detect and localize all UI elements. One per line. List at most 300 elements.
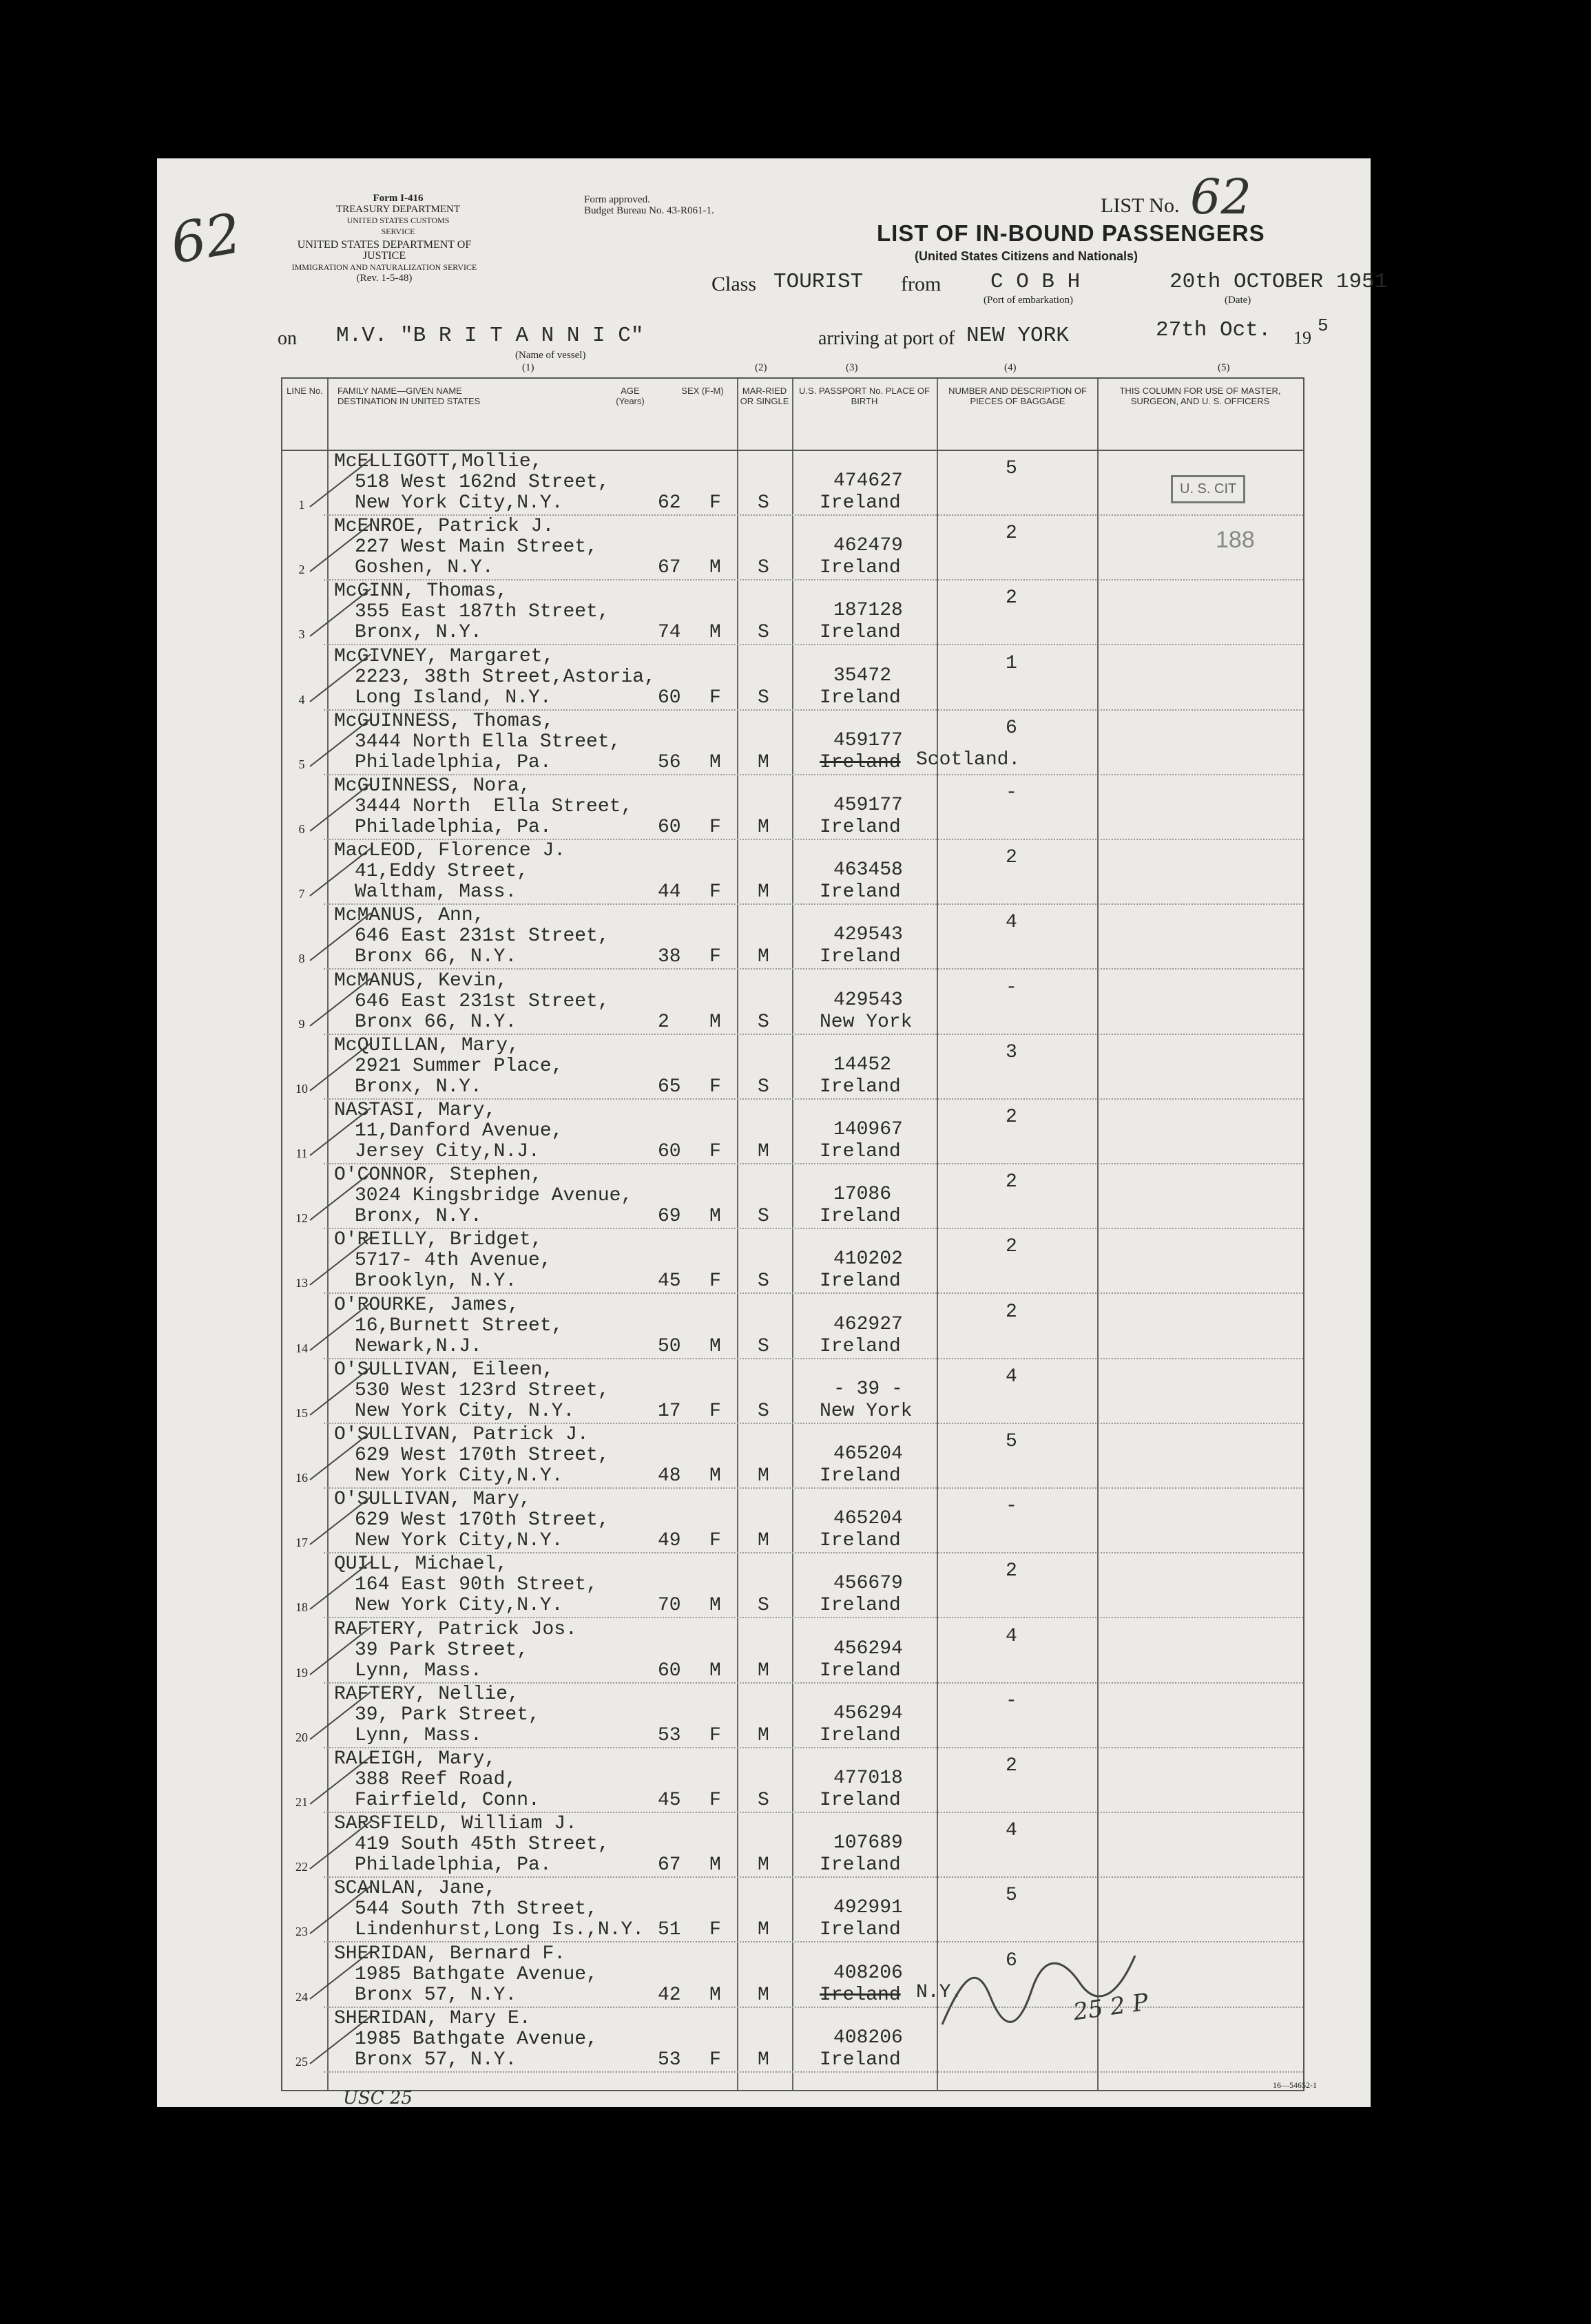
- place-of-birth: Ireland: [820, 1854, 901, 1876]
- marital-status: M: [758, 1465, 769, 1487]
- city-state: Newark,N.J.: [355, 1335, 482, 1357]
- age: 67: [658, 557, 681, 579]
- street-address: 518 West 162nd Street,: [355, 472, 610, 493]
- passenger-name: O'SULLIVAN, Patrick J.: [334, 1424, 589, 1445]
- col-header-baggage: NUMBER AND DESCRIPTION OF PIECES OF BAGGAGE: [948, 386, 1087, 406]
- city-state: Philadelphia, Pa.: [355, 751, 552, 773]
- city-state: New York City,N.Y.: [355, 492, 563, 514]
- sex: F: [709, 1724, 721, 1746]
- street-address: 1985 Bathgate Avenue,: [355, 2028, 598, 2050]
- age: 53: [658, 1724, 681, 1746]
- passport-number: 462479: [833, 535, 903, 557]
- col-header-married: MAR-RIED OR SINGLE: [740, 386, 789, 406]
- passport-number: 465204: [833, 1508, 903, 1530]
- marital-status: S: [758, 1206, 769, 1228]
- passenger-name: McELLIGOTT,Mollie,: [334, 451, 543, 472]
- place-of-birth: Ireland: [820, 1724, 901, 1746]
- place-of-birth: Ireland: [820, 1206, 901, 1228]
- street-address: 530 West 123rd Street,: [355, 1379, 610, 1401]
- line-number: 16: [295, 1471, 308, 1485]
- age: 60: [658, 1141, 681, 1162]
- col-header-passport: U.S. PASSPORT No. PLACE OF BIRTH: [798, 386, 930, 406]
- baggage-count: 5: [1006, 1885, 1017, 1907]
- sex: F: [709, 2049, 721, 2071]
- passenger-name: SCANLAN, Jane,: [334, 1878, 497, 1900]
- city-state: Bronx, N.Y.: [355, 1206, 482, 1228]
- passenger-table: [281, 377, 1304, 2091]
- passenger-name: McGUINNESS, Nora,: [334, 775, 531, 797]
- sex: M: [709, 751, 721, 773]
- line-number: 11: [295, 1147, 308, 1160]
- place-of-birth: Ireland: [820, 492, 901, 514]
- line-number: 18: [295, 1600, 308, 1615]
- table-row: [282, 775, 1303, 840]
- passenger-name: McQUILLAN, Mary,: [334, 1034, 519, 1056]
- age: 50: [658, 1335, 681, 1357]
- passport-number: 465204: [833, 1443, 903, 1465]
- street-address: 646 East 231st Street,: [355, 990, 610, 1012]
- passenger-name: RAFTERY, Patrick Jos.: [334, 1618, 577, 1640]
- passport-number: 456294: [833, 1637, 903, 1660]
- passenger-name: O'SULLIVAN, Eileen,: [334, 1359, 554, 1381]
- line-number: 22: [295, 1860, 308, 1874]
- city-state: Philadelphia, Pa.: [355, 1854, 552, 1876]
- marital-status: M: [758, 751, 769, 773]
- age: 45: [658, 1790, 681, 1811]
- passport-number: 456294: [833, 1702, 903, 1724]
- city-state: Bronx 66, N.Y.: [355, 1011, 517, 1033]
- line-number: 15: [295, 1405, 308, 1420]
- passport-number: 477018: [833, 1768, 903, 1789]
- place-of-birth: Ireland: [820, 1141, 901, 1162]
- place-of-birth-correction: N.Y.: [916, 1981, 963, 2003]
- sex: F: [709, 687, 721, 709]
- arrival-year-prefix: 19: [1293, 328, 1311, 348]
- street-address: 39 Park Street,: [355, 1639, 529, 1661]
- line-number: 25: [295, 2054, 308, 2069]
- list-no-value: 62: [1190, 169, 1252, 225]
- treasury-label: TREASURY DEPARTMENT: [335, 204, 461, 215]
- sex: M: [709, 1595, 721, 1617]
- city-state: New York City, N.Y.: [355, 1400, 575, 1422]
- street-address: 3444 North Ella Street,: [355, 731, 621, 753]
- baggage-count: 2: [1006, 1301, 1017, 1323]
- baggage-count: 2: [1006, 1107, 1017, 1128]
- place-of-birth: Ireland: [820, 622, 901, 644]
- line-number: 13: [295, 1276, 308, 1290]
- place-of-birth: Ireland: [820, 2049, 901, 2071]
- street-address: 1985 Bathgate Avenue,: [355, 1963, 598, 1985]
- age: 60: [658, 1660, 681, 1682]
- approval-line: Form approved.: [584, 194, 650, 205]
- passenger-name: NASTASI, Mary,: [334, 1100, 497, 1121]
- line-number: 14: [295, 1341, 308, 1355]
- baggage-count: 2: [1006, 587, 1017, 609]
- col-header-officers: THIS COLUMN FOR USE OF MASTER, SURGEON, AND U. S. OFFICERS: [1119, 386, 1281, 406]
- baggage-count: 2: [1006, 1755, 1017, 1777]
- place-of-birth: Ireland: [820, 946, 901, 968]
- class-label: Class: [711, 273, 757, 295]
- table-row: [282, 711, 1303, 775]
- place-of-birth: New York: [820, 1400, 913, 1422]
- col-header-name: FAMILY NAME—GIVEN NAME DESTINATION IN UNITED STATES: [337, 386, 481, 406]
- sex: M: [709, 1206, 721, 1228]
- customs-label: UNITED STATES CUSTOMS SERVICE: [346, 216, 450, 236]
- col-header-sex: SEX (F-M): [681, 386, 724, 396]
- line-number: 5: [298, 757, 305, 771]
- col-number-3: (3): [846, 362, 858, 373]
- age: 53: [658, 2049, 681, 2071]
- street-address: 629 West 170th Street,: [355, 1445, 610, 1466]
- sex: M: [709, 1335, 721, 1357]
- street-address: 11,Danford Avenue,: [355, 1120, 563, 1142]
- passenger-name: QUILL, Michael,: [334, 1553, 508, 1575]
- marital-status: S: [758, 1595, 769, 1617]
- arrival-date: 27th Oct.: [1156, 318, 1271, 342]
- margin-list-number: 62: [165, 200, 247, 277]
- baggage-count: 3: [1006, 1041, 1017, 1063]
- table-row: [282, 1100, 1303, 1164]
- sex: F: [709, 1790, 721, 1811]
- budget-line: Budget Bureau No. 43-R061-1.: [584, 205, 714, 216]
- marital-status: M: [758, 817, 769, 838]
- city-state: Bronx 57, N.Y.: [355, 1984, 517, 2006]
- sex: F: [709, 817, 721, 838]
- table-row: [282, 1619, 1303, 1684]
- passport-number: 408206: [833, 2027, 903, 2049]
- departure-date: 20th OCTOBER 1951: [1169, 270, 1388, 294]
- sex: F: [709, 1530, 721, 1552]
- street-address: 629 West 170th Street,: [355, 1509, 610, 1531]
- passport-number: 140967: [833, 1119, 903, 1140]
- age: 44: [658, 881, 681, 903]
- city-state: Bronx 57, N.Y.: [355, 2049, 517, 2071]
- passport-number: 462927: [833, 1313, 903, 1335]
- city-state: Bronx, N.Y.: [355, 1076, 482, 1098]
- col-number-5: (5): [1218, 362, 1230, 373]
- passport-number: 35472: [833, 664, 892, 687]
- manifest-sheet: [157, 158, 1388, 2108]
- department-block: [278, 240, 491, 284]
- street-address: 3444 North Ella Street,: [355, 796, 633, 817]
- table-row: [282, 1229, 1303, 1294]
- from-label: from: [901, 273, 942, 295]
- sex: F: [709, 1141, 721, 1162]
- age: 65: [658, 1076, 681, 1098]
- marital-status: S: [758, 1011, 769, 1033]
- signature-note: 25 2 P: [1071, 1988, 1150, 2027]
- col-header-line-no: LINE No.: [287, 386, 323, 396]
- approval-block: [584, 194, 784, 216]
- line-number: 21: [295, 1795, 308, 1809]
- marital-status: M: [758, 881, 769, 903]
- sex: F: [709, 1270, 721, 1292]
- form-number: Form I-416: [373, 193, 424, 204]
- street-address: 16,Burnett Street,: [355, 1315, 563, 1337]
- marital-status: M: [758, 1141, 769, 1162]
- form-id-block: [329, 193, 467, 237]
- street-address: 39, Park Street,: [355, 1704, 540, 1726]
- age: 60: [658, 687, 681, 709]
- age: 60: [658, 817, 681, 838]
- table-row: [282, 2008, 1303, 2073]
- marital-status: S: [758, 1400, 769, 1422]
- sex: F: [709, 881, 721, 903]
- age: 2: [658, 1011, 669, 1033]
- marital-status: S: [758, 1790, 769, 1811]
- baggage-count: -: [1006, 1690, 1017, 1712]
- line-number: 6: [298, 822, 305, 836]
- baggage-count: -: [1006, 1496, 1017, 1518]
- table-row: [282, 1878, 1303, 1943]
- sex: F: [709, 1076, 721, 1098]
- age: 62: [658, 492, 681, 514]
- passenger-name: RALEIGH, Mary,: [334, 1748, 497, 1770]
- city-state: Long Island, N.Y.: [355, 687, 552, 709]
- table-row: [282, 1035, 1303, 1100]
- street-address: 41,Eddy Street,: [355, 861, 529, 883]
- city-state: New York City,N.Y.: [355, 1530, 563, 1552]
- col-header-age: AGE (Years): [616, 386, 645, 406]
- table-row: [282, 516, 1303, 580]
- marital-status: S: [758, 557, 769, 579]
- passenger-name: O'SULLIVAN, Mary,: [334, 1489, 531, 1511]
- street-address: 355 East 187th Street,: [355, 601, 610, 623]
- passenger-name: McMANUS, Ann,: [334, 905, 485, 927]
- city-state: Goshen, N.Y.: [355, 557, 494, 579]
- place-of-birth: Ireland: [820, 1790, 901, 1811]
- place-of-birth: Ireland: [820, 751, 901, 773]
- print-code: 16—54652-1: [1273, 2080, 1317, 2090]
- marital-status: S: [758, 492, 769, 514]
- line-number: 9: [298, 1016, 305, 1031]
- baggage-count: 5: [1006, 1431, 1017, 1452]
- sex: M: [709, 1011, 721, 1033]
- arrival-year-suffix: 5: [1318, 315, 1329, 336]
- marital-status: S: [758, 1335, 769, 1357]
- table-row: [282, 580, 1303, 645]
- port-embarkation: C O B H: [990, 270, 1081, 294]
- marital-status: M: [758, 1984, 769, 2006]
- passenger-name: McENROE, Patrick J.: [334, 516, 554, 538]
- marital-status: M: [758, 1919, 769, 1941]
- age: 48: [658, 1465, 681, 1487]
- place-of-birth: Ireland: [820, 1335, 901, 1357]
- age: 56: [658, 751, 681, 773]
- passport-number: 459177: [833, 795, 903, 816]
- passenger-name: McGIVNEY, Margaret,: [334, 645, 554, 667]
- line-number: 20: [295, 1730, 308, 1744]
- place-of-birth: Ireland: [820, 687, 901, 709]
- street-address: 227 West Main Street,: [355, 536, 598, 558]
- place-of-birth: Ireland: [820, 1076, 901, 1098]
- baggage-count: -: [1006, 782, 1017, 804]
- city-state: Bronx, N.Y.: [355, 622, 482, 644]
- passenger-name: SHERIDAN, Bernard F.: [334, 1943, 566, 1965]
- city-state: Philadelphia, Pa.: [355, 817, 552, 838]
- age: 17: [658, 1400, 681, 1422]
- street-address: 2921 Summer Place,: [355, 1055, 563, 1077]
- passport-number: 456679: [833, 1573, 903, 1595]
- age: 74: [658, 622, 681, 644]
- marital-status: M: [758, 2049, 769, 2071]
- bottom-note: USC 25: [343, 2088, 413, 2108]
- class-value: TOURIST: [773, 270, 864, 294]
- line-number: 1: [298, 498, 305, 512]
- line-number: 12: [295, 1211, 308, 1226]
- place-of-birth: Ireland: [820, 1530, 901, 1552]
- on-label: on: [278, 328, 297, 349]
- passport-number: 17086: [833, 1184, 892, 1206]
- passenger-name: McGUINNESS, Thomas,: [334, 710, 554, 732]
- passenger-name: O'REILLY, Bridget,: [334, 1229, 543, 1251]
- baggage-count: 2: [1006, 1560, 1017, 1582]
- city-state: Waltham, Mass.: [355, 881, 517, 903]
- col-number-2: (2): [755, 362, 767, 373]
- dept-ins: IMMIGRATION AND NATURALIZATION SERVICE: [291, 262, 477, 272]
- line-number: 17: [295, 1536, 308, 1550]
- place-of-birth: Ireland: [820, 1984, 901, 2006]
- table-row: [282, 970, 1303, 1035]
- table-row: [282, 1943, 1303, 2008]
- table-row: [282, 646, 1303, 711]
- sex: F: [709, 946, 721, 968]
- sex: M: [709, 622, 721, 644]
- passenger-name: RAFTERY, Nellie,: [334, 1683, 519, 1705]
- passport-number: 408206: [833, 1962, 903, 1984]
- table-row: [282, 1359, 1303, 1424]
- street-address: 164 East 90th Street,: [355, 1574, 598, 1596]
- table-row: [282, 1684, 1303, 1748]
- vessel-name: M.V. "B R I T A N N I C": [336, 324, 644, 348]
- place-of-birth: Ireland: [820, 881, 901, 903]
- passenger-name: O'CONNOR, Stephen,: [334, 1164, 543, 1186]
- age: 67: [658, 1854, 681, 1876]
- baggage-count: 6: [1006, 717, 1017, 739]
- street-address: 5717- 4th Avenue,: [355, 1250, 552, 1272]
- baggage-count: -: [1006, 976, 1017, 998]
- marital-status: S: [758, 1270, 769, 1292]
- sex: M: [709, 1984, 721, 2006]
- passport-number: 429543: [833, 924, 903, 946]
- table-row: [282, 1295, 1303, 1359]
- city-state: Lynn, Mass.: [355, 1724, 482, 1746]
- line-number: 19: [295, 1665, 308, 1679]
- place-of-birth: Ireland: [820, 817, 901, 838]
- marital-status: M: [758, 1854, 769, 1876]
- count-stamp: 188: [1216, 527, 1255, 553]
- line-number: 7: [298, 887, 305, 901]
- line-number: 24: [295, 1989, 308, 2004]
- line-number: 23: [295, 1925, 308, 1939]
- sex: F: [709, 492, 721, 514]
- dept-justice: UNITED STATES DEPARTMENT OF JUSTICE: [297, 239, 472, 262]
- passenger-name: McGINN, Thomas,: [334, 580, 508, 603]
- passport-number: 429543: [833, 989, 903, 1011]
- baggage-count: 2: [1006, 847, 1017, 869]
- passport-number: 474627: [833, 470, 903, 492]
- sex: M: [709, 557, 721, 579]
- table-row: [282, 1553, 1303, 1618]
- marital-status: S: [758, 1076, 769, 1098]
- city-state: Lynn, Mass.: [355, 1660, 482, 1682]
- baggage-count: 4: [1006, 912, 1017, 934]
- arrival-port: NEW YORK: [966, 324, 1069, 348]
- table-row: [282, 451, 1303, 516]
- port-embarkation-caption: (Port of embarkation): [984, 295, 1073, 306]
- baggage-count: 4: [1006, 1820, 1017, 1842]
- place-of-birth-correction: Scotland.: [916, 749, 1021, 771]
- street-address: 3024 Kingsbridge Avenue,: [355, 1185, 633, 1207]
- street-address: 544 South 7th Street,: [355, 1898, 598, 1920]
- age: 49: [658, 1530, 681, 1552]
- marital-status: M: [758, 1530, 769, 1552]
- age: 69: [658, 1206, 681, 1228]
- city-state: New York City,N.Y.: [355, 1465, 563, 1487]
- marital-status: S: [758, 622, 769, 644]
- baggage-count: 2: [1006, 1171, 1017, 1193]
- line-number: 2: [298, 563, 305, 577]
- place-of-birth: Ireland: [820, 1595, 901, 1617]
- sex: F: [709, 1919, 721, 1941]
- place-of-birth: Ireland: [820, 1660, 901, 1682]
- sex: M: [709, 1660, 721, 1682]
- list-no-label: LIST No.: [1101, 194, 1180, 217]
- passport-number: 187128: [833, 600, 903, 622]
- arriving-label: arriving at port of: [818, 328, 955, 349]
- place-of-birth: Ireland: [820, 1465, 901, 1487]
- col-number-1: (1): [522, 362, 534, 373]
- street-address: 2223, 38th Street,Astoria,: [355, 666, 656, 688]
- line-number: 8: [298, 952, 305, 966]
- table-row: [282, 1748, 1303, 1813]
- document-title: LIST OF IN-BOUND PASSENGERS: [877, 220, 1265, 246]
- passport-number: 492991: [833, 1897, 903, 1919]
- sex: M: [709, 1465, 721, 1487]
- city-state: Lindenhurst,Long Is.,N.Y.: [355, 1919, 645, 1941]
- passport-number: 410202: [833, 1248, 903, 1270]
- passenger-name: SHERIDAN, Mary E.: [334, 2007, 531, 2029]
- col-number-4: (4): [1004, 362, 1017, 373]
- city-state: Brooklyn, N.Y.: [355, 1270, 517, 1292]
- street-address: 419 South 45th Street,: [355, 1834, 610, 1856]
- us-citizen-stamp: U. S. CIT: [1171, 475, 1245, 503]
- vessel-caption: (Name of vessel): [515, 350, 586, 361]
- line-number: 4: [298, 692, 305, 706]
- baggage-count: 4: [1006, 1365, 1017, 1388]
- city-state: Jersey City,N.J.: [355, 1141, 540, 1162]
- table-row: [282, 840, 1303, 905]
- document-subtitle: (United States Citizens and Nationals): [915, 249, 1138, 263]
- passport-number: 107689: [833, 1832, 903, 1854]
- inspector-signature: [935, 1949, 1142, 2031]
- age: 70: [658, 1595, 681, 1617]
- passenger-name: SARSFIELD, William J.: [334, 1813, 577, 1835]
- place-of-birth: Ireland: [820, 1919, 901, 1941]
- age: 45: [658, 1270, 681, 1292]
- table-row: [282, 1813, 1303, 1878]
- passport-number: 14452: [833, 1054, 892, 1076]
- marital-status: M: [758, 1724, 769, 1746]
- date-caption: (Date): [1225, 295, 1251, 306]
- passenger-name: McMANUS, Kevin,: [334, 970, 508, 992]
- city-state: New York City,N.Y.: [355, 1595, 563, 1617]
- passport-number: 459177: [833, 729, 903, 751]
- baggage-count: 2: [1006, 523, 1017, 545]
- passport-number: - 39 -: [833, 1378, 903, 1400]
- table-row: [282, 1424, 1303, 1489]
- age: 42: [658, 1984, 681, 2006]
